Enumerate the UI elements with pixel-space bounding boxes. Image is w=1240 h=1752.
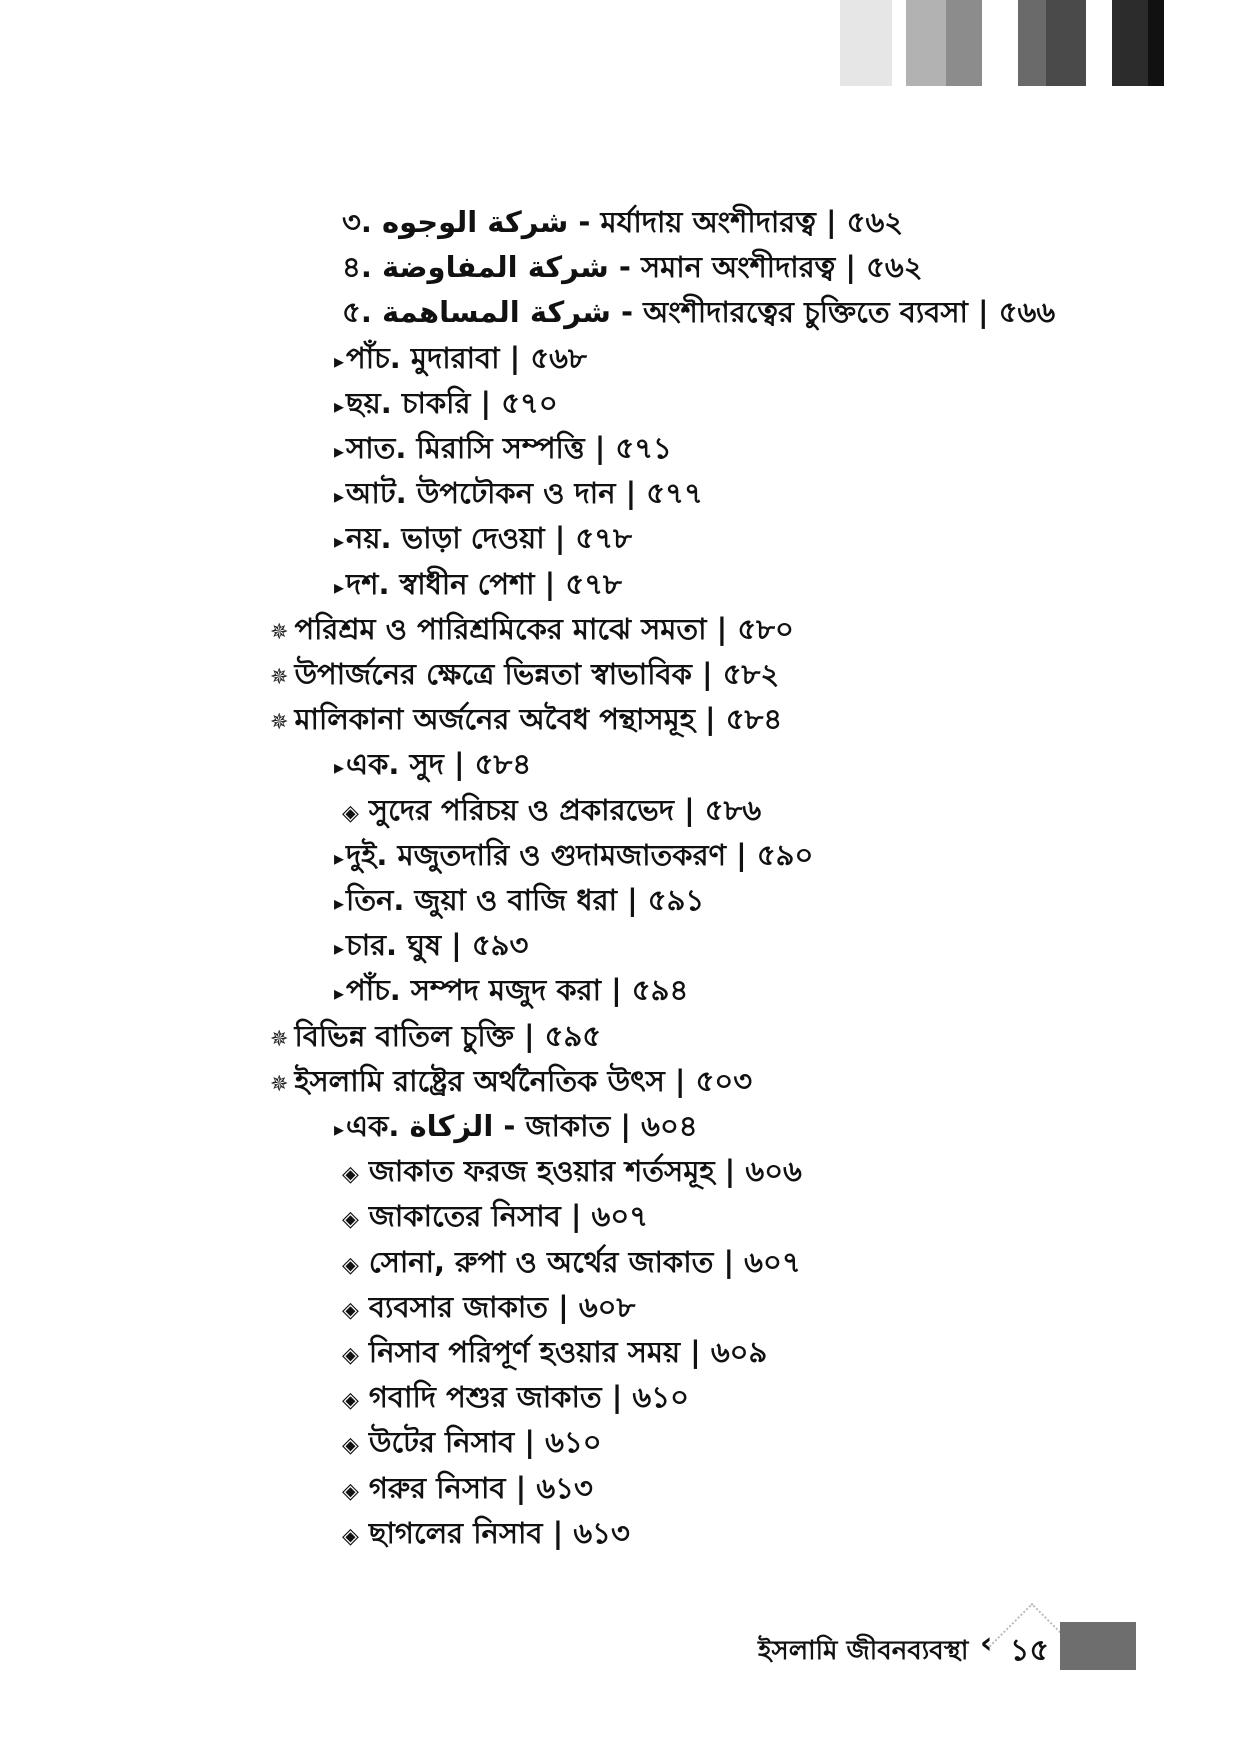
diamond-bullet-icon: ◈ — [342, 1207, 359, 1233]
toc-entry-text: ৩. شركة الوجوه - মর্যাদায় অংশীদারত্ব | ৫৬২ — [342, 205, 904, 239]
toc-entry-text: তিন. জুয়া ও বাজি ধরা | ৫৯১ — [346, 883, 705, 917]
footer-tab — [1060, 1622, 1136, 1670]
diamond-bullet-icon: ◈ — [342, 1523, 359, 1549]
diamond-bullet-icon: ◈ — [342, 1388, 359, 1414]
toc-entry — [334, 878, 704, 922]
toc-entry-text: মালিকানা অর্জনের অবৈধ পন্থাসমূহ | ৫৮৪ — [294, 702, 783, 737]
toc-entry — [334, 562, 622, 606]
toc-entry — [342, 788, 761, 832]
toc-entry — [334, 516, 632, 560]
triangle-bullet-icon: ▸ — [334, 484, 345, 509]
toc-entry-text: সুদের পরিচয় ও প্রকারভেদ | ৫৮৬ — [368, 792, 762, 827]
toc-entry — [270, 652, 779, 696]
diamond-bullet-icon: ◈ — [342, 1343, 359, 1368]
diamond-bullet-icon: ◈ — [342, 1297, 359, 1323]
triangle-bullet-icon: ▸ — [334, 574, 345, 599]
toc-entry-text: এক. সুদ | ৫৮৪ — [346, 747, 532, 782]
diamond-bullet-icon: ◈ — [342, 1433, 359, 1459]
triangle-bullet-icon: ▸ — [334, 891, 345, 915]
footer-book-title: ইসলামি জীবনব্যবস্থা — [758, 1636, 969, 1666]
toc-entry — [334, 381, 558, 425]
toc-entry — [270, 1014, 601, 1058]
page-number: ১৫ — [1010, 1633, 1049, 1668]
toc-entry — [342, 1420, 602, 1464]
toc-entry-text: ৪. شركة المفاوضة - সমান অংশীদারত্ব | ৫৬২ — [342, 250, 923, 285]
topbar-stripe — [946, 0, 982, 86]
toc-entry-text: ৫. شركة المساهمة - অংশীদারত্বের চুক্তিতে ব্যবসা | ৫৬৬ — [342, 295, 1056, 330]
star-bullet-icon: ✵ — [270, 710, 289, 736]
toc-entry — [334, 968, 688, 1012]
topbar-stripe — [1018, 0, 1046, 86]
toc-entry-text: সাত. মিরাসি সম্পত্তি | ৫৭১ — [346, 431, 672, 465]
toc-entry — [342, 200, 903, 244]
toc-entry-text: দুই. মজুতদারি ও গুদামজাতকরণ | ৫৯০ — [346, 837, 814, 872]
topbar-stripe — [892, 0, 906, 86]
toc-entry-text: গবাদি পশুর জাকাত | ৬১০ — [368, 1380, 689, 1415]
toc-entry — [342, 1466, 593, 1510]
toc-entry-text: জাকাতের নিসাব | ৬০৭ — [368, 1199, 649, 1234]
toc-entry-text: বিভিন্ন বাতিল চুক্তি | ৫৯৫ — [294, 1018, 602, 1053]
toc-entry — [334, 923, 528, 967]
toc-entry — [342, 1330, 767, 1374]
toc-entry — [334, 471, 703, 515]
triangle-bullet-icon: ▸ — [334, 348, 345, 373]
topbar-stripe — [1046, 0, 1086, 86]
toc-entry-text: ইসলামি রাষ্ট্রের অর্থনৈতিক উৎস | ৫০৩ — [294, 1063, 753, 1098]
toc-entry — [342, 1194, 648, 1238]
toc-entry — [334, 336, 587, 380]
diamond-bullet-icon: ◈ — [342, 1252, 359, 1278]
triangle-bullet-icon: ▸ — [334, 845, 345, 870]
toc-entry-text: জাকাত ফরজ হওয়ার শর্তসমূহ | ৬০৬ — [368, 1154, 802, 1189]
toc-entry-text: সোনা, রুপা ও অর্থের জাকাত | ৬০৭ — [368, 1244, 801, 1279]
toc-entry — [342, 1149, 802, 1193]
topbar-stripe — [1086, 0, 1112, 86]
toc-entry-text: পরিশ্রম ও পারিশ্রমিকের মাঝে সমতা | ৫৮০ — [294, 611, 794, 646]
toc-entry — [270, 607, 794, 651]
triangle-bullet-icon: ▸ — [334, 936, 345, 961]
diamond-bullet-icon: ◈ — [342, 1478, 359, 1504]
toc-entry — [342, 1511, 630, 1555]
toc-entry — [270, 1059, 752, 1103]
diamond-bullet-icon: ◈ — [342, 1162, 359, 1188]
topbar-stripe — [906, 0, 946, 86]
triangle-bullet-icon: ▸ — [334, 439, 345, 463]
toc-entry-text: উটের নিসাব | ৬১০ — [368, 1425, 602, 1460]
star-bullet-icon: ✵ — [270, 1026, 289, 1052]
toc-entry — [342, 1375, 689, 1419]
diamond-bullet-icon: ◈ — [342, 800, 359, 826]
triangle-bullet-icon: ▸ — [334, 981, 345, 1006]
triangle-bullet-icon: ▸ — [334, 1117, 345, 1141]
star-bullet-icon: ✵ — [270, 1071, 289, 1097]
star-bullet-icon: ✵ — [270, 619, 289, 645]
toc-entry — [334, 833, 813, 877]
star-bullet-icon: ✵ — [270, 665, 289, 690]
toc-entry-text: দশ. স্বাধীন পেশা | ৫৭৮ — [346, 566, 622, 601]
toc-entry — [342, 1240, 801, 1284]
topbar-stripe — [982, 0, 1018, 86]
toc-entry — [342, 290, 1055, 334]
topbar-stripe — [1148, 0, 1164, 86]
toc-entry-text: আট. উপঢৌকন ও দান | ৫৭৭ — [346, 476, 703, 511]
toc-entry — [270, 697, 782, 741]
top-gradient-bar — [840, 0, 1164, 86]
toc-entry — [342, 1285, 635, 1329]
toc-entry — [334, 426, 672, 470]
topbar-stripe — [840, 0, 892, 86]
toc-entry — [342, 245, 923, 289]
toc-entry-text: ছাগলের নিসাব | ৬১৩ — [368, 1515, 630, 1550]
topbar-stripe — [1112, 0, 1148, 86]
toc-entry-text: নিসাব পরিপূর্ণ হওয়ার সময় | ৬০৯ — [368, 1335, 768, 1369]
toc-entry — [334, 1104, 698, 1148]
toc-entry-text: পাঁচ. মুদারাবা | ৫৬৮ — [346, 340, 587, 375]
toc-entry-text: ব্যবসার জাকাত | ৬০৮ — [368, 1289, 636, 1324]
footer-chevron: ‹ — [980, 1626, 993, 1661]
toc-entry-text: উপার্জনের ক্ষেত্রে ভিন্নতা স্বাভাবিক | ৫৮২ — [294, 657, 780, 691]
toc-entry-text: ছয়. চাকরি | ৫৭০ — [346, 385, 558, 420]
toc-entry-text: নয়. ভাড়া দেওয়া | ৫৭৮ — [346, 521, 632, 556]
triangle-bullet-icon: ▸ — [334, 529, 345, 554]
triangle-bullet-icon: ▸ — [334, 755, 345, 780]
toc-entry-text: এক. الزكاة - জাকাত | ৬০৪ — [346, 1109, 698, 1143]
toc-entry-text: চার. ঘুষ | ৫৯৩ — [346, 928, 529, 963]
toc-entry — [334, 742, 531, 786]
toc-entry-text: গরুর নিসাব | ৬১৩ — [368, 1470, 593, 1505]
triangle-bullet-icon: ▸ — [334, 393, 345, 418]
toc-entry-text: পাঁচ. সম্পদ মজুদ করা | ৫৯৪ — [346, 973, 689, 1008]
